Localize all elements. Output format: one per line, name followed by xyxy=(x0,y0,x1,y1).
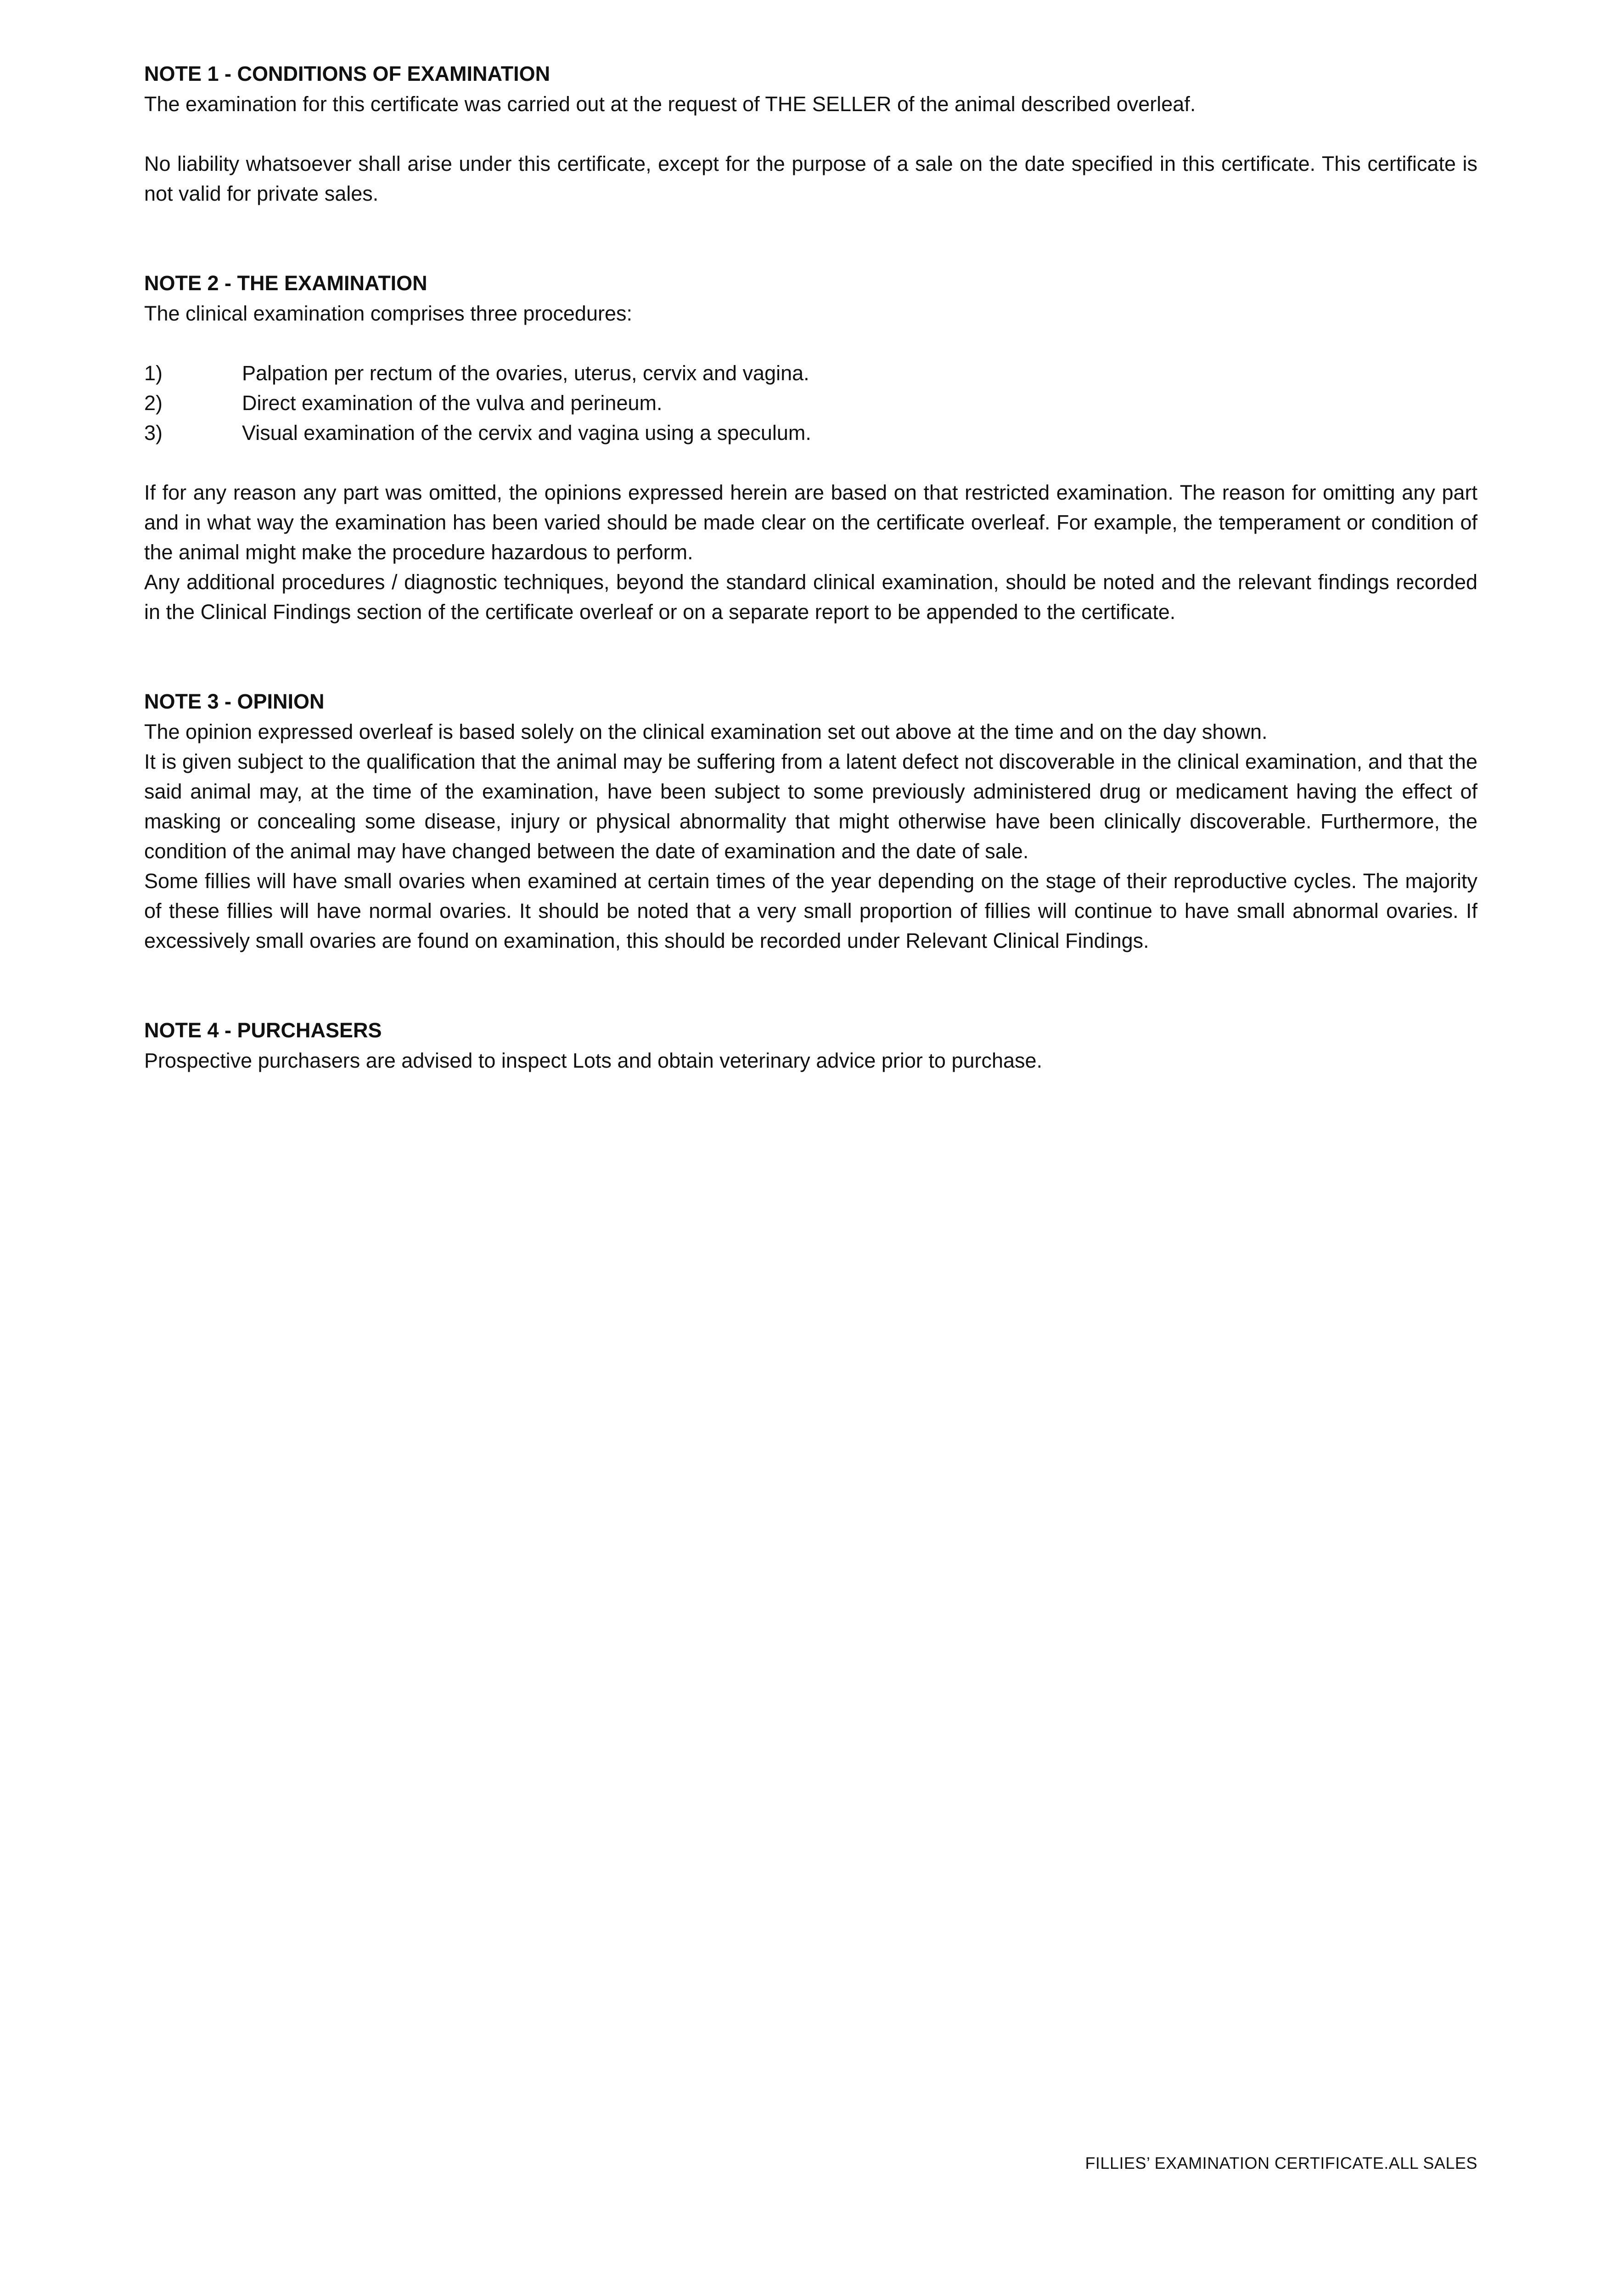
note-1-paragraph-request: The examination for this certificate was carried out at the request of THE SELLER of the animal described overleaf. xyxy=(144,92,1196,116)
note-4-heading: NOTE 4 - PURCHASERS xyxy=(144,1019,382,1042)
note-2-intro: The clinical examination comprises three procedures: xyxy=(144,302,632,325)
note-2-paragraph-additional: Any additional procedures / diagnostic techniques, beyond the standard clinical examination, should be noted and the relevant findings recorded in the Clinical Findings section of the certificate overleaf or on a separate report to be appended to the certificate. xyxy=(144,570,1477,624)
note-1-paragraph-liability: No liability whatsoever shall arise under this certificate, except for the purpose of a sale on the date specified in this certificate. This certificate is not valid for private sales. xyxy=(144,152,1477,205)
list-item-number: 1) xyxy=(144,361,163,385)
procedures-list xyxy=(144,358,1477,448)
document-body xyxy=(144,59,1477,1075)
note-1-heading: NOTE 1 - CONDITIONS OF EXAMINATION xyxy=(144,62,550,85)
list-item-text: Visual examination of the cervix and vagina using a speculum. xyxy=(242,421,811,445)
list-item-text: Palpation per rectum of the ovaries, uterus, cervix and vagina. xyxy=(242,361,809,385)
note-3-section xyxy=(144,687,1477,956)
note-4-section xyxy=(144,1015,1477,1075)
list-item-number: 3) xyxy=(144,421,163,445)
note-3-paragraph-ovaries: Some fillies will have small ovaries when examined at certain times of the year depending on the stage of their reproductive cycles. The majority of these fillies will have normal ovaries. It should be noted that a very small proportion of fillies will continue to have small abnormal ovaries. If excessively small ovaries are found on examination, this should be recorded under Relevant Clinical Findings. xyxy=(144,869,1477,952)
note-2-section xyxy=(144,268,1477,627)
note-2-heading: NOTE 2 - THE EXAMINATION xyxy=(144,271,427,295)
note-1-section xyxy=(144,59,1477,208)
note-3-heading: NOTE 3 - OPINION xyxy=(144,690,325,713)
note-3-paragraph-basis: The opinion expressed overleaf is based solely on the clinical examination set out above at the time and on the day shown. xyxy=(144,720,1268,743)
list-item xyxy=(144,358,1477,388)
note-3-paragraph-qualification: It is given subject to the qualification that the animal may be suffering from a latent defect not discoverable in the clinical examination, and that the said animal may, at the time of the examination, have been subject to some previously administered drug or medicament having the effect of masking or concealing some disease, injury or physical abnormality that might otherwise have been clinically discoverable. Furthermore, the condition of the animal may have changed between the date of examination and the date of sale. xyxy=(144,750,1477,863)
list-item-text: Direct examination of the vulva and perineum. xyxy=(242,391,663,415)
page-footer: FILLIES’ EXAMINATION CERTIFICATE.ALL SALES xyxy=(1085,2154,1477,2172)
list-item xyxy=(144,388,1477,418)
list-item xyxy=(144,418,1477,448)
list-item-number: 2) xyxy=(144,391,163,415)
note-4-paragraph: Prospective purchasers are advised to inspect Lots and obtain veterinary advice prior to purchase. xyxy=(144,1049,1043,1072)
note-2-paragraph-omitted: If for any reason any part was omitted, the opinions expressed herein are based on that restricted examination. The reason for omitting any part and in what way the examination has been varied should be made clear on the certificate overleaf. For example, the temperament or condition of the animal might make the procedure hazardous to perform. xyxy=(144,481,1477,564)
